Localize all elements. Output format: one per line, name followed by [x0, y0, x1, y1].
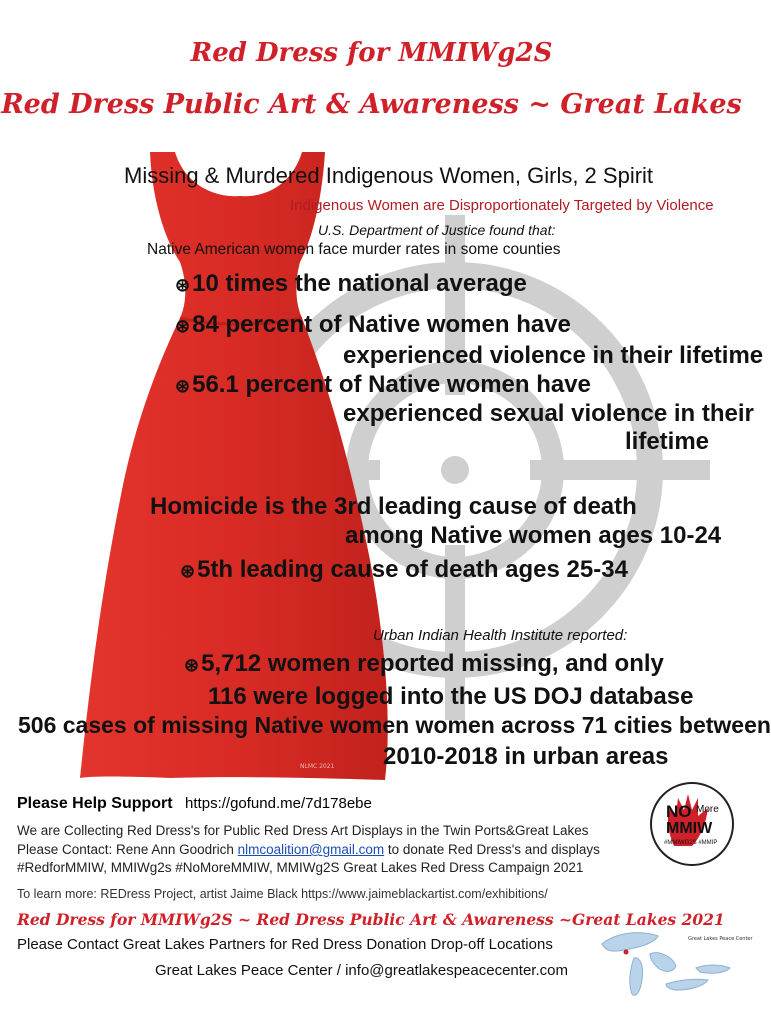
target-bullet-icon: ⊛ [184, 655, 200, 675]
stat-violence [175, 311, 571, 339]
uihi-line1-text: 5,712 women reported missing, and only [201, 650, 664, 677]
contact-text [17, 842, 600, 857]
logo-no: NO [666, 802, 692, 821]
great-lakes-map-icon [596, 922, 753, 1018]
homicide-line3 [180, 556, 628, 584]
location-marker-icon [624, 950, 629, 955]
uihi-line3: 506 cases of missing Native women women across 71 cities between [18, 712, 771, 738]
page-title: Red Dress for MMIWg2S [190, 38, 553, 68]
target-bullet-icon: ⊛ [175, 376, 191, 396]
support-label: Please Help Support [17, 795, 173, 812]
logo-more: More [696, 804, 719, 815]
hashtags-text: #RedforMMIW, MMIWg2s #NoMoreMMIW, MMIWg2S Great Lakes Red Dress Campaign 2021 [17, 860, 584, 875]
stat2a-text: 84 percent of Native women have [192, 311, 571, 338]
uihi-line2: 116 were logged into the US DOJ database [208, 683, 694, 710]
logo-tags: #MMIWG2S #MMIP [664, 840, 718, 846]
stat1-text: 10 times the national average [192, 270, 527, 297]
mmiw-heading: Missing & Murdered Indigenous Women, Girls, 2 Spirit [124, 163, 654, 188]
stat-violence-cont: experienced violence in their lifetime [343, 342, 764, 369]
map-label: Great Lakes Peace Center [688, 936, 753, 942]
support-row [17, 795, 372, 813]
page-subtitle: Red Dress Public Art & Awareness ~ Great Lakes [1, 89, 742, 120]
doj-intro: U.S. Department of Justice found that: [318, 222, 556, 238]
target-bullet-icon: ⊛ [175, 316, 191, 336]
stat-sexual-violence-end: lifetime [625, 428, 710, 455]
collecting-text: We are Collecting Red Dress's for Public Red Dress Art Displays in the Twin Ports&Great Lakes [17, 823, 589, 838]
contact-email-link[interactable]: nlmcoalition@gmail.com [237, 842, 385, 857]
logo-mmiw: MMIW [666, 820, 713, 837]
dress-credit: NLMC 2021 [300, 763, 335, 770]
learn-more-text: To learn more: REDress Project, artist Jaime Black https://www.jaimeblackartist.com/exhibitions/ [17, 887, 548, 901]
homicide-line2: among Native women ages 10-24 [345, 522, 722, 549]
stat3a-text: 56.1 percent of Native women have [192, 371, 591, 398]
target-bullet-icon: ⊛ [175, 275, 191, 295]
homicide-line3-text: 5th leading cause of death ages 25-34 [197, 556, 628, 583]
target-bullet-icon: ⊛ [180, 561, 196, 581]
doj-sub: Native American women face murder rates in some counties [147, 241, 561, 258]
uihi-intro: Urban Indian Health Institute reported: [373, 627, 628, 644]
footer-contact: Please Contact Great Lakes Partners for Red Dress Donation Drop-off Locations [17, 936, 553, 953]
contact-suffix: to donate Red Dress's and displays [384, 842, 600, 857]
stat-national-average [175, 270, 527, 298]
contact-prefix: Please Contact: Rene Ann Goodrich [17, 842, 238, 857]
uihi-line4: 2010-2018 in urban areas [383, 743, 669, 770]
stat-sexual-violence [175, 371, 591, 399]
no-more-mmiw-logo [650, 782, 734, 866]
disproportion-subheading: Indigenous Women are Disproportionately Targeted by Violence [290, 197, 714, 214]
uihi-line1 [184, 650, 664, 678]
homicide-line1: Homicide is the 3rd leading cause of death [150, 493, 637, 520]
stat-sexual-violence-cont: experienced sexual violence in their [343, 400, 754, 427]
footer-center: Great Lakes Peace Center / info@greatlakespeacecenter.com [155, 962, 568, 979]
footer-title: Red Dress for MMIWg2S ~ Red Dress Public Art & Awareness ~Great Lakes 2021 [17, 910, 725, 929]
gofundme-link[interactable]: https://gofund.me/7d178ebe [185, 795, 372, 812]
